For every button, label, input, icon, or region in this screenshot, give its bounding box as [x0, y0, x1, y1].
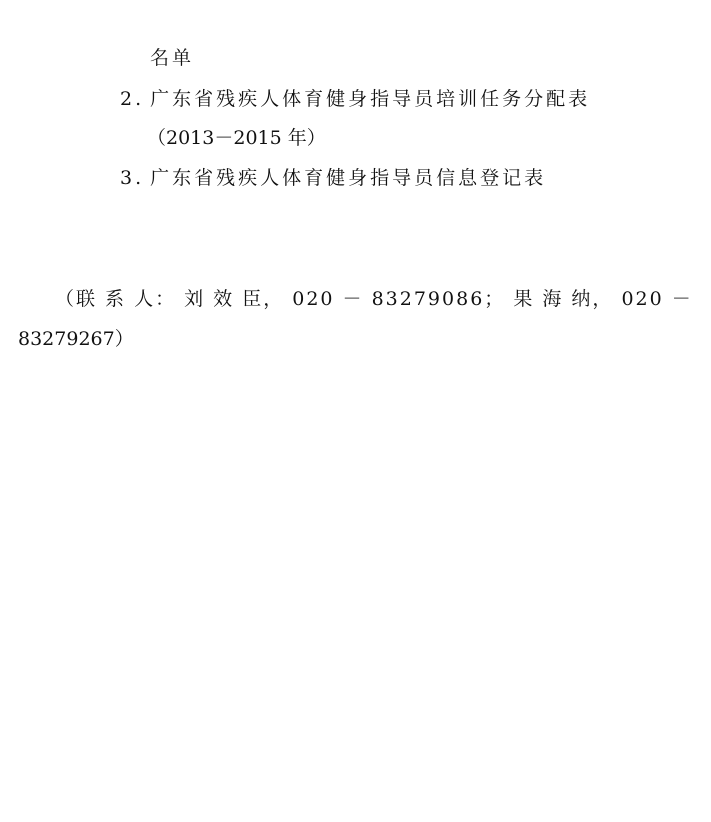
attachment-2 [120, 87, 590, 111]
attachment-2-years: （2013－2015 年） [147, 127, 326, 149]
contact-text-1: （联 系 人： 刘 效 臣， 020 － 83279086； 果 海 纳， 020 － [55, 288, 693, 310]
attachment-3-text: 广东省残疾人体育健身指导员信息登记表 [150, 167, 547, 189]
attachment-1-continuation [150, 46, 194, 70]
attachment-3 [120, 166, 546, 190]
attachment-3-number: 3. [120, 167, 145, 189]
attachment-2-number: 2. [120, 88, 145, 110]
contact-text-2: 83279267） [18, 328, 134, 350]
contact-line-1 [55, 287, 693, 311]
attachment-2-continuation [147, 126, 326, 150]
attachment-1-text: 名单 [150, 47, 195, 69]
contact-line-2 [18, 327, 134, 351]
attachment-2-text: 广东省残疾人体育健身指导员培训任务分配表 [150, 88, 591, 110]
